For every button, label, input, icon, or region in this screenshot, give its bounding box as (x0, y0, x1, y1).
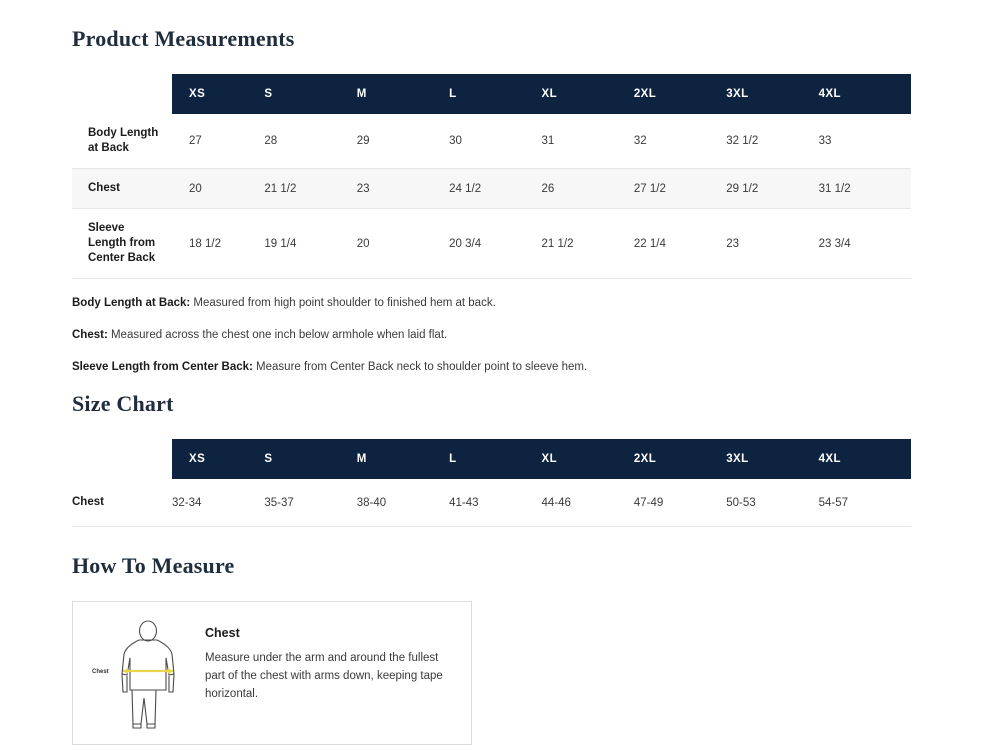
size-header-3xl: 3XL (726, 439, 818, 479)
cell-body-length-xs: 27 (172, 114, 264, 169)
cell-chest-l: 24 1/2 (449, 169, 541, 209)
cell-chest-4xl: 31 1/2 (819, 169, 911, 209)
cell-chest-xs: 20 (172, 169, 264, 209)
cell-body-length-4xl: 33 (819, 114, 911, 169)
how-to-measure-text (195, 612, 455, 703)
size-chart-head (72, 439, 911, 479)
size-chart-title: Size Chart (72, 391, 174, 417)
size-cell-chest-m: 38-40 (357, 479, 449, 527)
note-text-chest: Measured across the chest one inch below armhole when laid flat. (107, 329, 448, 342)
size-header-l: L (449, 439, 541, 479)
header-2xl: 2XL (634, 74, 726, 114)
note-term-chest: Chest: (72, 329, 108, 342)
cell-body-length-xl: 31 (542, 114, 634, 169)
header-m: M (357, 74, 449, 114)
cell-sleeve-3xl: 23 (726, 209, 818, 279)
header-4xl: 4XL (819, 74, 911, 114)
cell-chest-xl: 26 (542, 169, 634, 209)
size-guide-page (0, 26, 983, 752)
table-row (72, 169, 911, 209)
cell-sleeve-xl: 21 1/2 (542, 209, 634, 279)
cell-sleeve-2xl: 22 1/4 (634, 209, 726, 279)
row-label-chest: Chest (72, 169, 172, 209)
header-s: S (264, 74, 356, 114)
cell-chest-m: 23 (357, 169, 449, 209)
chest-measure-illustration (85, 612, 195, 730)
size-header-xl: XL (542, 439, 634, 479)
table-header-row (72, 74, 911, 114)
how-to-measure-body-chest: Measure under the arm and around the fullest part of the chest with arms down, keeping tape horizontal. (205, 652, 443, 700)
measurement-notes (72, 295, 911, 375)
table-row (72, 114, 911, 169)
note-sleeve-length (72, 359, 911, 375)
cell-sleeve-4xl: 23 3/4 (819, 209, 911, 279)
size-cell-chest-s: 35-37 (264, 479, 356, 527)
size-cell-chest-xl: 44-46 (542, 479, 634, 527)
note-text-body-length: Measured from high point shoulder to finished hem at back. (190, 297, 496, 309)
cell-body-length-3xl: 32 1/2 (726, 114, 818, 169)
how-to-measure-heading-chest: Chest (205, 626, 240, 641)
header-l: L (449, 74, 541, 114)
header-spacer (72, 439, 172, 479)
cell-body-length-l: 30 (449, 114, 541, 169)
note-term-sleeve-length: Sleeve Length from Center Back: (72, 361, 253, 374)
size-header-4xl: 4XL (819, 439, 911, 479)
body-figure-icon (92, 618, 188, 730)
table-row (72, 479, 911, 527)
cell-sleeve-xs: 18 1/2 (172, 209, 264, 279)
size-cell-chest-4xl: 54-57 (819, 479, 911, 527)
product-measurements-title: Product Measurements (72, 26, 295, 51)
size-header-m: M (357, 439, 449, 479)
product-measurements-body (72, 114, 911, 279)
size-header-s: S (264, 439, 356, 479)
size-header-xs: XS (172, 439, 264, 479)
cell-chest-2xl: 27 1/2 (634, 169, 726, 209)
size-chart-body (72, 479, 911, 527)
row-label-body-length: Body Length at Back (72, 114, 172, 169)
size-chart-table (72, 439, 911, 527)
table-header-row (72, 439, 911, 479)
how-to-measure-card-chest (72, 601, 472, 745)
cell-sleeve-l: 20 3/4 (449, 209, 541, 279)
cell-sleeve-m: 20 (357, 209, 449, 279)
size-cell-chest-2xl: 47-49 (634, 479, 726, 527)
how-to-measure-title: How To Measure (72, 553, 235, 579)
size-cell-chest-xs: 32-34 (172, 479, 264, 527)
table-row (72, 209, 911, 279)
note-chest (72, 327, 911, 343)
cell-chest-3xl: 29 1/2 (726, 169, 818, 209)
header-3xl: 3XL (726, 74, 818, 114)
note-text-sleeve-length: Measure from Center Back neck to shoulder point to sleeve hem. (252, 361, 588, 374)
note-term-body-length: Body Length at Back: (72, 297, 191, 309)
cell-body-length-s: 28 (264, 114, 356, 169)
size-cell-chest-3xl: 50-53 (726, 479, 818, 527)
figure-label-chest: Chest (92, 669, 109, 676)
product-measurements-head (72, 74, 911, 114)
cell-chest-s: 21 1/2 (264, 169, 356, 209)
cell-body-length-m: 29 (357, 114, 449, 169)
cell-body-length-2xl: 32 (634, 114, 726, 169)
row-label-sleeve-length: Sleeve Length from Center Back (72, 209, 172, 279)
header-xs: XS (172, 74, 264, 114)
header-xl: XL (542, 74, 634, 114)
size-row-label-chest: Chest (72, 479, 172, 527)
cell-sleeve-s: 19 1/4 (264, 209, 356, 279)
size-header-2xl: 2XL (634, 439, 726, 479)
product-measurements-table (72, 74, 911, 279)
size-cell-chest-l: 41-43 (449, 479, 541, 527)
note-body-length (72, 295, 911, 311)
header-spacer (72, 74, 172, 114)
